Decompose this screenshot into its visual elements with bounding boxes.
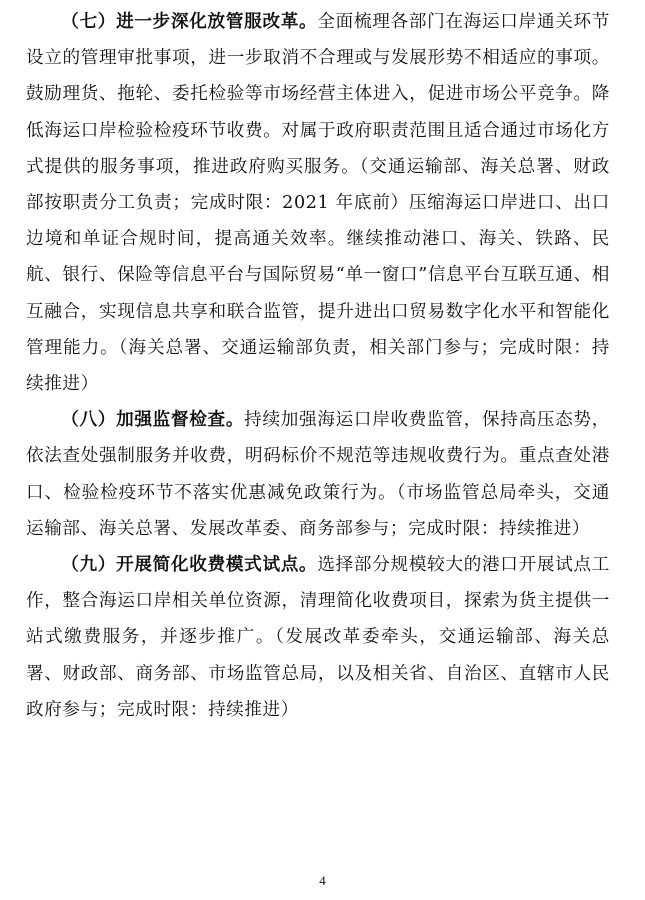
paragraph-body-8: 持续加强海运口岸收费监管，保持高压态势，依法查处强制服务并收费，明码标价不规范等违规收费行为。重点查处港口、检验检疫环节不落实优惠减免政策行为。（市场监管总局牵头，交通运输部、海关总署、发展改革委、商务部参与；完成时限：持续推进） bbox=[26, 410, 610, 539]
section-heading-7: （七）进一步深化放管服改革。 bbox=[61, 11, 318, 32]
section-heading-8: （八）加强监督检查。 bbox=[61, 409, 245, 431]
paragraph-8 bbox=[26, 402, 610, 547]
paragraph-body-7: 全面梳理各部门在海运口岸通关环节设立的管理审批事项，进一步取消不合理或与发展形势不相适应的事项。鼓励理货、拖轮、委托检验等市场经营主体进入，促进市场公平竞争。降低海运口岸检验检疫环节收费。对属于政府职责范围且适合通过市场化方式提供的服务事项，推进政府购买服务。（交通运输部、海关总署、财政部按职责分工负责；完成时限：2021 年底前）压缩海运口岸进口、出口边境和单证合规时间，提高通关效率。继续推动港口、海关、铁路、民航、银行、保险等信息平台与国际贸易“单一窗口”信息平台互联互通、相互融合，实现信息共享和联合监管，提升进出口贸易数字化水平和智能化管理能力。（海关总署、交通运输部负责，相关部门参与；完成时限：持续推进） bbox=[26, 12, 610, 395]
paragraph-7 bbox=[26, 4, 610, 402]
page-number: 4 bbox=[319, 873, 326, 888]
section-heading-9: （九）开展简化收费模式试点。 bbox=[61, 554, 318, 576]
paragraph-9 bbox=[26, 547, 610, 728]
paragraph-body-9: 选择部分规模较大的港口开展试点工作，整合海运口岸相关单位资源，清理简化收费项目，探索为货主提供一站式缴费服务，并逐步推广。（发展改革委牵头，交通运输部、海关总署、财政部、商务部、市场监管总局，以及相关省、自治区、直辖市人民政府参与；完成时限：持续推进） bbox=[26, 555, 610, 720]
document-page bbox=[26, 4, 610, 728]
